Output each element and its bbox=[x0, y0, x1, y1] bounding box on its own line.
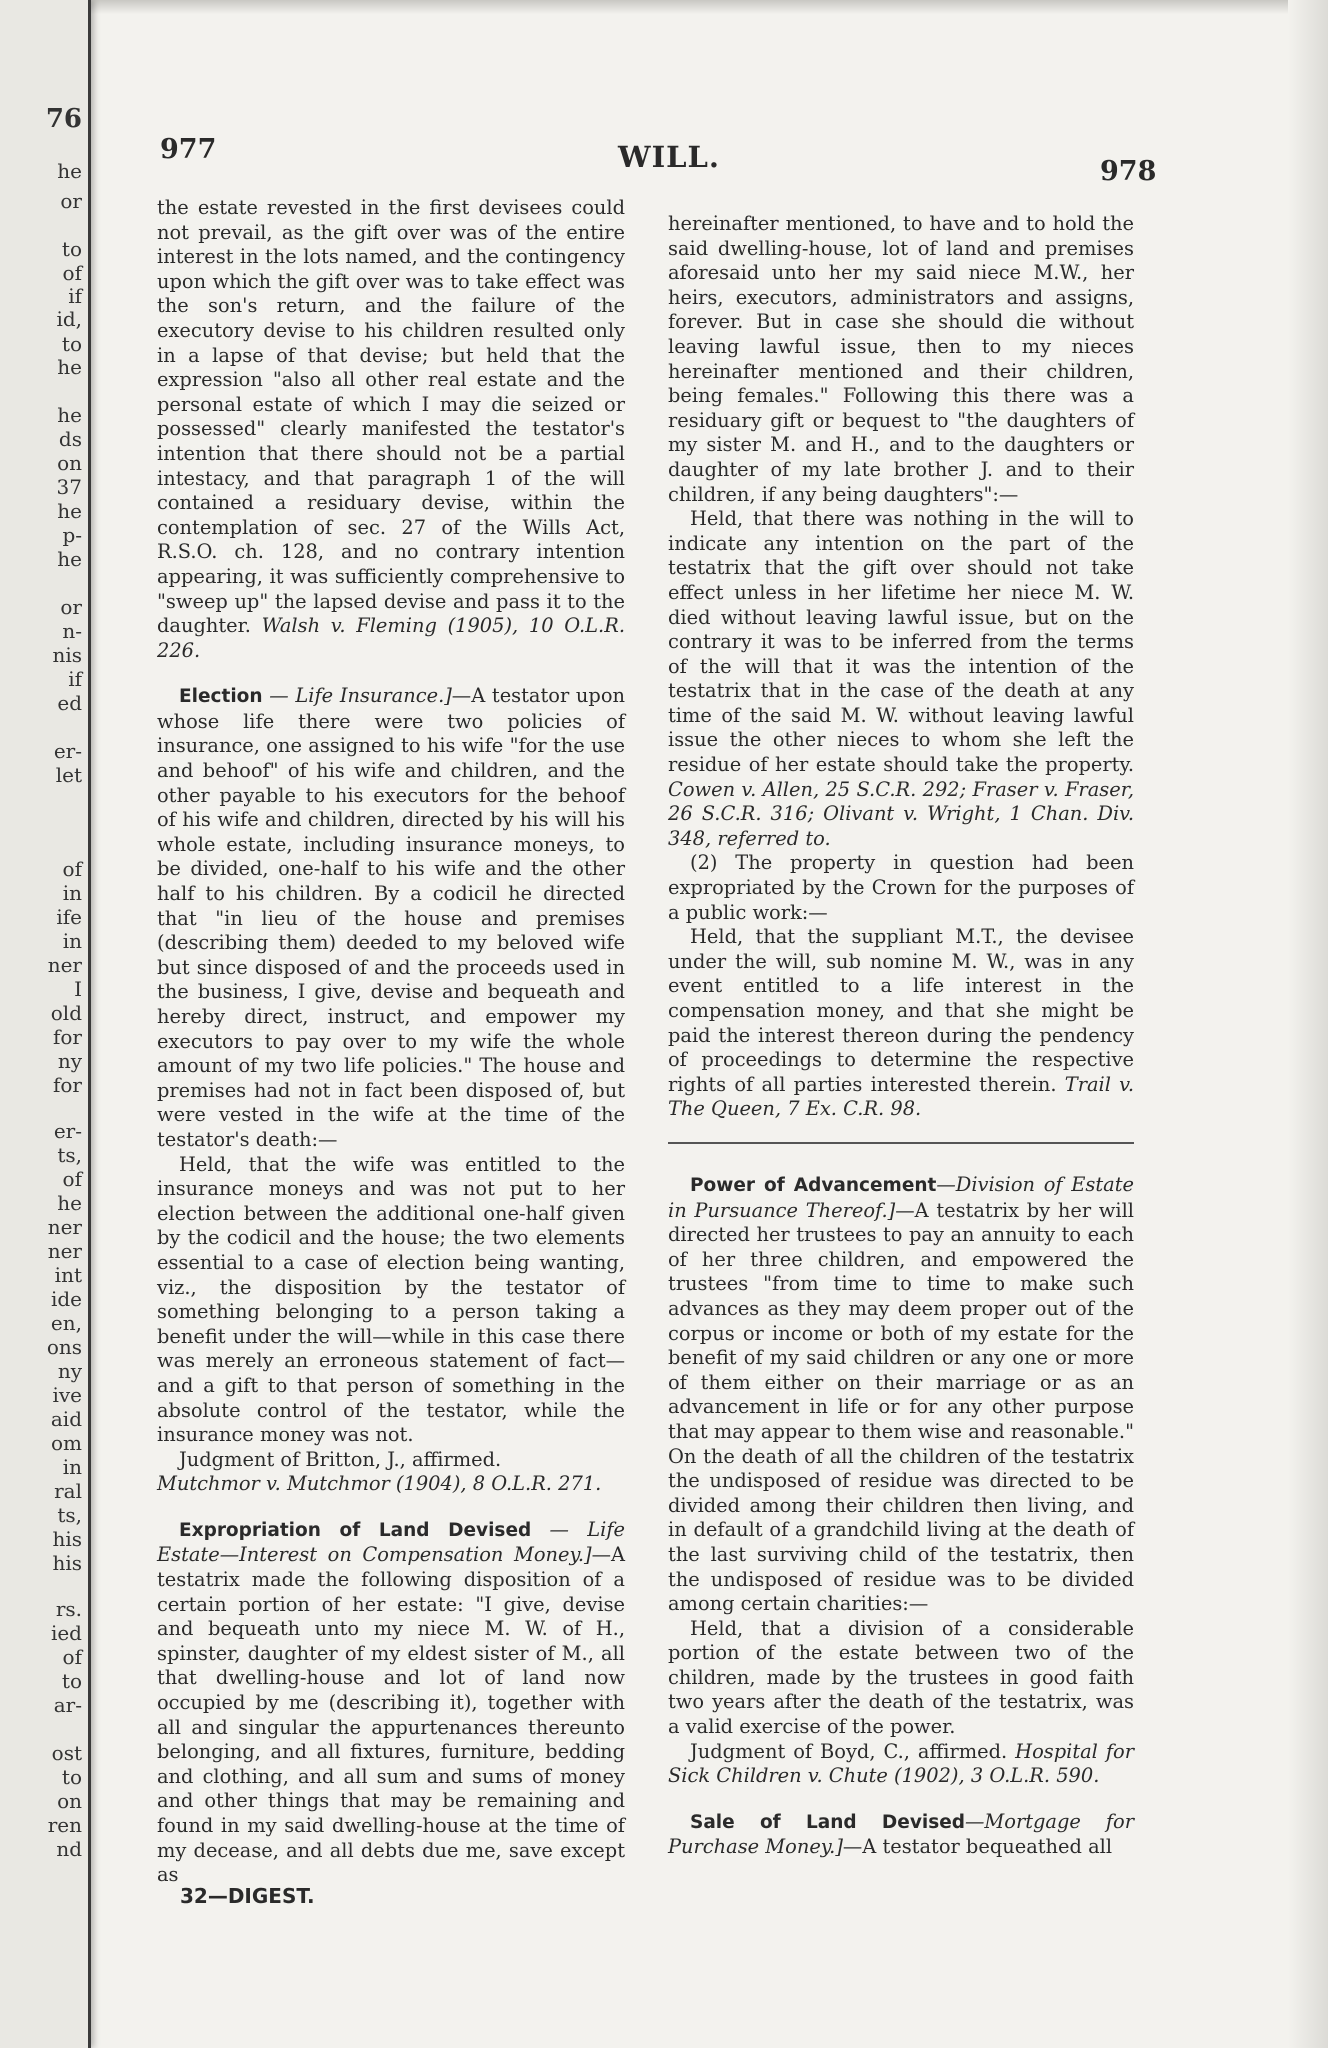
entry-body: —A testator bequeathed all bbox=[842, 1835, 1113, 1859]
facing-page-fragment: he bbox=[57, 547, 82, 571]
left-column bbox=[157, 196, 625, 1888]
facing-page-fragment: of bbox=[62, 1645, 82, 1669]
facing-page-fragment: for bbox=[52, 1025, 82, 1049]
case-citation: Cowen v. Allen, 25 S.C.R. 292; Fraser v. Fraser, 26 S.C.R. 316; Olivant v. Wright, 1 Chan. Div. 348, referred to. bbox=[668, 777, 1134, 850]
judgment-line: Judgment of Boyd, C., affirmed. bbox=[690, 1739, 1008, 1763]
facing-page-fragment: for bbox=[52, 1073, 82, 1097]
case-citation: Mutchmor v. Mutchmor (1904), 8 O.L.R. 271. bbox=[157, 1472, 602, 1496]
signature-mark: 32—DIGEST. bbox=[180, 1884, 315, 1908]
facing-page-fragment: he bbox=[57, 403, 82, 427]
right-column bbox=[668, 212, 1134, 1122]
facing-page-fragment: his bbox=[52, 1551, 82, 1575]
held-paragraph: Held, that the wife was entitled to the insurance moneys and was not put to her election between the additional one-half given by the codicil and the house; the two elements essential to a case of election being wanting, viz., the disposition by the testator of something belonging to a person taking a benefit under the will—while in this case there was merely an erroneous statement of fact—and a gift to that person of something in the absolute control of the testator, while the insurance money was not. bbox=[157, 1152, 625, 1447]
facing-page-fragment: n- bbox=[62, 619, 82, 643]
held-paragraph: Held, that a division of a considerable portion of the estate between two of the children, made by the trustees in good faith two years after the death of the testatrix, was a valid exercise of the power. bbox=[668, 1616, 1134, 1739]
facing-page-fragment: in bbox=[62, 881, 82, 905]
held-paragraph bbox=[668, 507, 1134, 851]
facing-page-fragment: he bbox=[57, 355, 82, 379]
held-text: Held, that there was nothing in the will to indicate any intention on the part of the testatrix that the gift over should not take effect unless in her lifetime her niece M. W. died without leaving lawful issue, but on the contrary it was to be inferred from the terms of the will that it was the intention of the testatrix that in the case of the death at any time of the said M. W. without leaving lawful issue the other nieces to whom she left the residue of her estate should take the property. bbox=[668, 507, 1134, 777]
facing-page-fragment: ral bbox=[54, 1479, 82, 1503]
held-text: Held, that the suppliant M.T., the devisee under the will, sub nomine M. W., was in any event entitled to a life interest in the compensation money, and that she might be paid the interest thereon during the pendency of proceedings to determine the respective rights of all parties interested therein. bbox=[668, 925, 1134, 1096]
facing-page-fragment: ds bbox=[58, 427, 82, 451]
facing-page-fragment: ost bbox=[51, 1741, 82, 1765]
facing-page-fragment: ife bbox=[56, 905, 82, 929]
held-paragraph bbox=[668, 925, 1134, 1122]
facing-page-fragment: ny bbox=[57, 1049, 82, 1073]
facing-page-fragment: aid bbox=[50, 1407, 82, 1431]
case-citation: Trail v. The Queen, 7 Ex. C.R. 98. bbox=[668, 1072, 1134, 1121]
facing-page-fragment: ner bbox=[47, 953, 82, 977]
facing-page-fragment: he bbox=[57, 1191, 82, 1215]
entry-body: —A testatrix by her will directed her trustees to pay an annuity to each of her three children, and empowered the trustees "from time to time to make such advances as they may deem proper out of the corpus or income or both of my estate for the benefit of my said children or any one or more of them either on their marriage or as an advancement in life or for any other purpose that may appear to them wise and reasonable." On the death of all the children of the testatrix the undisposed of residue was directed to be divided among their children then living, and in default of a grandchild living at the death of the last surviving child of the testatrix, then the undisposed of residue was to be divided among certain charities:— bbox=[668, 1198, 1134, 1616]
facing-page-fragment: nis bbox=[52, 643, 82, 667]
continued-paragraph bbox=[157, 196, 625, 663]
facing-page-fragment: id, bbox=[56, 307, 82, 331]
facing-page-fragment: p- bbox=[62, 523, 82, 547]
facing-page-fragment: in bbox=[62, 929, 82, 953]
entry-subheading: — Life Estate—Interest on Compensation Money.] bbox=[157, 1517, 625, 1567]
paragraph-two: (2) The property in question had been expropriated by the Crown for the purposes of a public work:— bbox=[668, 851, 1134, 924]
facing-page-fragment: of bbox=[62, 261, 82, 285]
entry-sale bbox=[668, 1810, 1134, 1860]
case-citation: Walsh v. Fleming (1905), 10 O.L.R. 226. bbox=[157, 614, 625, 662]
facing-page-fragment: to bbox=[61, 332, 82, 356]
facing-page-fragment: ren bbox=[47, 1813, 82, 1837]
facing-page-fragment: er- bbox=[53, 739, 82, 763]
facing-page-fragment: or bbox=[60, 595, 82, 619]
facing-page-fragment: to bbox=[61, 237, 82, 261]
facing-page-fragment: on bbox=[57, 1789, 82, 1813]
facing-page-fragment: ive bbox=[52, 1383, 82, 1407]
facing-page-fragment: he bbox=[57, 499, 82, 523]
facing-page-fragment: ons bbox=[46, 1335, 82, 1359]
facing-page-fragment: in bbox=[62, 1455, 82, 1479]
facing-page-fragment: ide bbox=[50, 1287, 82, 1311]
page-number-right: 978 bbox=[1100, 156, 1157, 187]
facing-page-fragment: or bbox=[60, 189, 82, 213]
facing-page-fragment: of bbox=[62, 1167, 82, 1191]
entry-heading: Power of Advancement bbox=[690, 1175, 937, 1196]
facing-page-fragment: ny bbox=[57, 1359, 82, 1383]
entry-advancement bbox=[668, 1173, 1134, 1617]
section-rule bbox=[668, 1142, 1134, 1144]
entry-expropriation bbox=[157, 1518, 625, 1888]
entry-subheading: —Mortgage for Purchase Money.] bbox=[668, 1809, 1134, 1859]
facing-page-fragment: ied bbox=[50, 1621, 82, 1645]
facing-page-fragment: I bbox=[74, 977, 82, 1001]
paragraph-text: the estate revested in the first devisees could not prevail, as the gift over was of the entire interest in the lots named, and the contingency upon which the gift over was to take effect was the son's return, and the failure of the executory devise to his children resulted only in a lapse of that devise; but held that the expression "also all other real estate and the personal estate of which I may die seized or possessed" clearly manifested the testator's intention that there should not be a partial intestacy, and that paragraph 1 of the will contained a residuary devise, within the contemplation of sec. 27 of the Wills Act, R.S.O. ch. 128, and no contrary intention appearing, it was sufficiently comprehensive to "sweep up" the lapsed devise and pass it to the daughter. bbox=[157, 196, 625, 638]
right-column-lower bbox=[668, 1152, 1134, 1860]
facing-page-fragment: old bbox=[50, 1001, 82, 1025]
entry-heading: Sale of Land Devised bbox=[690, 1811, 966, 1833]
facing-page-fragment: rs. bbox=[55, 1597, 82, 1621]
facing-page-edge bbox=[0, 0, 91, 2048]
entry-body: —A testator upon whose life there were two policies of insurance, one assigned to his wife "for the use and behoof" of his wife and children, and the other payable to his executors for the behoof of his wife and children, directed by his will his whole estate, including insurance moneys, to be divided, one-half to his wife and the other half to his children. By a codicil he directed that "in lieu of the house and premises (describing them) deeded to my beloved wife but since disposed of and the proceeds used in the business, I give, devise and bequeath and hereby direct, instruct, and empower my executors to pay over to my wife the whole amount of my two life policies." The house and premises had not in fact been disposed of, but were vested in the wife at the time of the testator's death:— bbox=[157, 684, 625, 1151]
entry-election bbox=[157, 684, 625, 1152]
entry-heading: Expropriation of Land Devised bbox=[179, 1519, 532, 1541]
facing-page-fragment: ed bbox=[57, 691, 82, 715]
facing-page-fragment: he bbox=[57, 159, 82, 183]
entry-body: —A testatrix made the following disposition of a certain portion of her estate: "I give, devise and bequeath unto my niece M. W. of H., spinster, daughter of my eldest sister of M., all that dwelling-house and lot of land now occupied by me (describing it), together with all and singular the appurtenances thereunto belonging, and all fixtures, furniture, bedding and clothing, and all sum and sums of money and other things that may be remaining and found in my said dwelling-house at the time of my decease, and all debts due me, save except as bbox=[157, 1543, 625, 1887]
facing-page-fragment: if bbox=[68, 284, 82, 308]
judgment-line: Judgment of Britton, J., affirmed. bbox=[179, 1447, 502, 1471]
facing-page-fragment: ts, bbox=[57, 1503, 82, 1527]
facing-page-fragment: if bbox=[68, 667, 82, 691]
facing-page-fragment: nd bbox=[56, 1837, 82, 1861]
facing-page-fragment: on bbox=[57, 451, 82, 475]
running-head: WILL. bbox=[618, 140, 721, 174]
continued-paragraph: hereinafter mentioned, to have and to hold the said dwelling-house, lot of land and premises aforesaid unto her my said niece M.W., her heirs, executors, administrators and assigns, forever. But in case she should die without leaving lawful issue, then to my nieces hereinafter mentioned and their children, being females." Following this there was a residuary gift or bequest to "the daughters of my sister M. and H., and to the daughters or daughter of my late brother J. and to their children, if any being daughters":— bbox=[668, 212, 1134, 506]
page-header bbox=[0, 0, 1328, 200]
facing-page-fragment: ar- bbox=[53, 1693, 82, 1717]
facing-page-fragment: 37 bbox=[56, 475, 82, 499]
entry-heading: Election bbox=[179, 686, 263, 708]
facing-page-fragment: ts, bbox=[57, 1143, 82, 1167]
facing-page-fragment: his bbox=[52, 1527, 82, 1551]
entry-subheading: — Life Insurance.] bbox=[262, 684, 452, 708]
facing-page-fragment: en, bbox=[50, 1311, 82, 1335]
facing-page-fragment: om bbox=[50, 1431, 82, 1455]
page-right-shade bbox=[1288, 0, 1328, 2048]
case-citation: Hospital for Sick Children v. Chute (1902), 3 O.L.R. 590. bbox=[668, 1739, 1134, 1788]
page-number-left: 977 bbox=[160, 134, 217, 165]
facing-page-fragment: of bbox=[62, 857, 82, 881]
facing-page-fragment: ner bbox=[47, 1215, 82, 1239]
facing-page-fragment: to bbox=[61, 1765, 82, 1789]
facing-page-fragment: 76 bbox=[45, 104, 82, 134]
facing-page-fragment: int bbox=[54, 1263, 82, 1287]
entry-subheading: —Division of Estate in Pursuance Thereof.] bbox=[668, 1173, 1134, 1222]
facing-page-fragment: let bbox=[55, 763, 82, 787]
facing-page-fragment: er- bbox=[53, 1119, 82, 1143]
judgment-paragraph bbox=[668, 1740, 1134, 1789]
facing-page-fragment: ner bbox=[47, 1239, 82, 1263]
facing-page-fragment: to bbox=[61, 1669, 82, 1693]
